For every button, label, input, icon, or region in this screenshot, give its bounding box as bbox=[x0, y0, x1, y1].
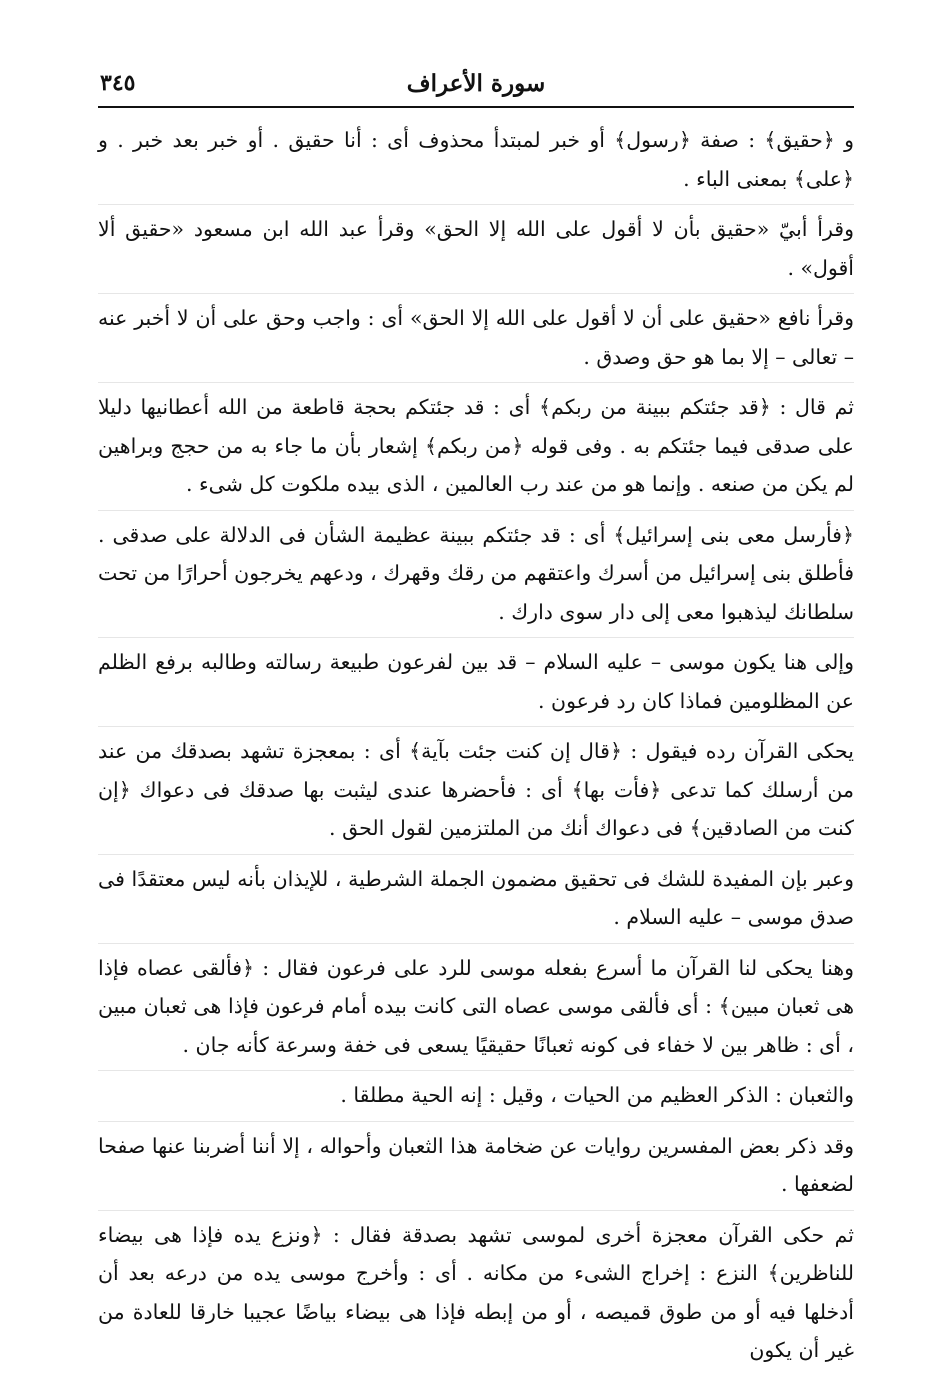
page-header bbox=[98, 56, 854, 108]
paragraph-10: والثعبان : الذكر العظيم من الحيات ، وقيل : إنه الحية مطلقا . bbox=[98, 1070, 854, 1121]
running-title: سورة الأعراف bbox=[406, 70, 546, 97]
page-body bbox=[98, 116, 854, 1376]
paragraph-2: وقرأ أبيّ «حقيق بأن لا أقول على الله إلا الحق» وقرأ عبد الله ابن مسعود «حقيق ألا أقول» . bbox=[98, 204, 854, 293]
paragraph-6: وإلى هنا يكون موسى – عليه السلام – قد بين لفرعون طبيعة رسالته وطالبه برفع الظلم عن المظلومين فماذا كان رد فرعون . bbox=[98, 637, 854, 726]
paragraph-11: وقد ذكر بعض المفسرين روايات عن ضخامة هذا الثعبان وأحواله ، إلا أننا أضربنا عنها صفحا لضعفها . bbox=[98, 1121, 854, 1210]
paragraph-5: ﴿فأرسل معى بنى إسرائيل﴾ أى : قد جئتكم ببينة عظيمة الشأن فى الدلالة على صدقى . فأطلق بنى إسرائيل من أسرك واعتقهم من رقك وقهرك ، ودعهم يخرجون أحرارًا من تحت سلطانك ليذهبوا معى إلى دار سوى دارك . bbox=[98, 510, 854, 638]
paragraph-12: ثم حكى القرآن معجزة أخرى لموسى تشهد بصدقة فقال : ﴿ونزع يده فإذا هى بيضاء للناظرين﴾ النزع : إخراج الشىء من مكانه . أى : وأخرج موسى يده من درعه بعد أن أدخلها فيه أو من طوق قميصه ، أو من إبطه فإذا هى بيضاء بياضًا عجيبا خارقا للعادة من غير أن يكون bbox=[98, 1210, 854, 1376]
page-number: ٣٤٥ bbox=[100, 70, 136, 96]
paragraph-7: يحكى القرآن رده فيقول : ﴿قال إن كنت جئت بآية﴾ أى : بمعجزة تشهد بصدقك من عند من أرسلك كما تدعى ﴿فأت بها﴾ أى : فأحضرها عندى ليثبت بها صدقك فى دعواك ﴿إن كنت من الصادقين﴾ فى دعواك أنك من الملتزمين لقول الحق . bbox=[98, 726, 854, 854]
paragraph-1: و ﴿حقيق﴾ : صفة ﴿رسول﴾ أو خبر لمبتدأ محذوف أى : أنا حقيق . أو خبر بعد خبر . و ﴿على﴾ بمعنى الباء . bbox=[98, 128, 854, 191]
paragraph-4: ثم قال : ﴿قد جئتكم ببينة من ربكم﴾ أى : قد جئتكم بحجة قاطعة من الله أعطانيها دليلا على صدقى فيما جئتكم به . وفى قوله ﴿من ربكم﴾ إشعار بأن ما جاء به من حجج وبراهين لم يكن من صنعه . وإنما هو من عند رب العالمين ، الذى بيده ملكوت كل شىء . bbox=[98, 382, 854, 510]
paragraph-9: وهنا يحكى لنا القرآن ما أسرع بفعله موسى للرد على فرعون فقال : ﴿فألقى عصاه فإذا هى ثعبان مبين﴾ : أى فألقى موسى عصاه التى كانت بيده أمام فرعون فإذا هى ثعبان مبين ، أى : ظاهر بين لا خفاء فى كونه ثعبانًا حقيقيًا يسعى فى خفة وسرعة كأنه جان . bbox=[98, 943, 854, 1071]
paragraph-3: وقرأ نافع «حقيق على أن لا أقول على الله إلا الحق» أى : واجب وحق على أن لا أخبر عنه – تعالى – إلا بما هو حق وصدق . bbox=[98, 293, 854, 382]
book-page bbox=[98, 56, 854, 1362]
paragraph-8: وعبر بإن المفيدة للشك فى تحقيق مضمون الجملة الشرطية ، للإيذان بأنه ليس معتقدًا فى صدق موسى – عليه السلام . bbox=[98, 854, 854, 943]
